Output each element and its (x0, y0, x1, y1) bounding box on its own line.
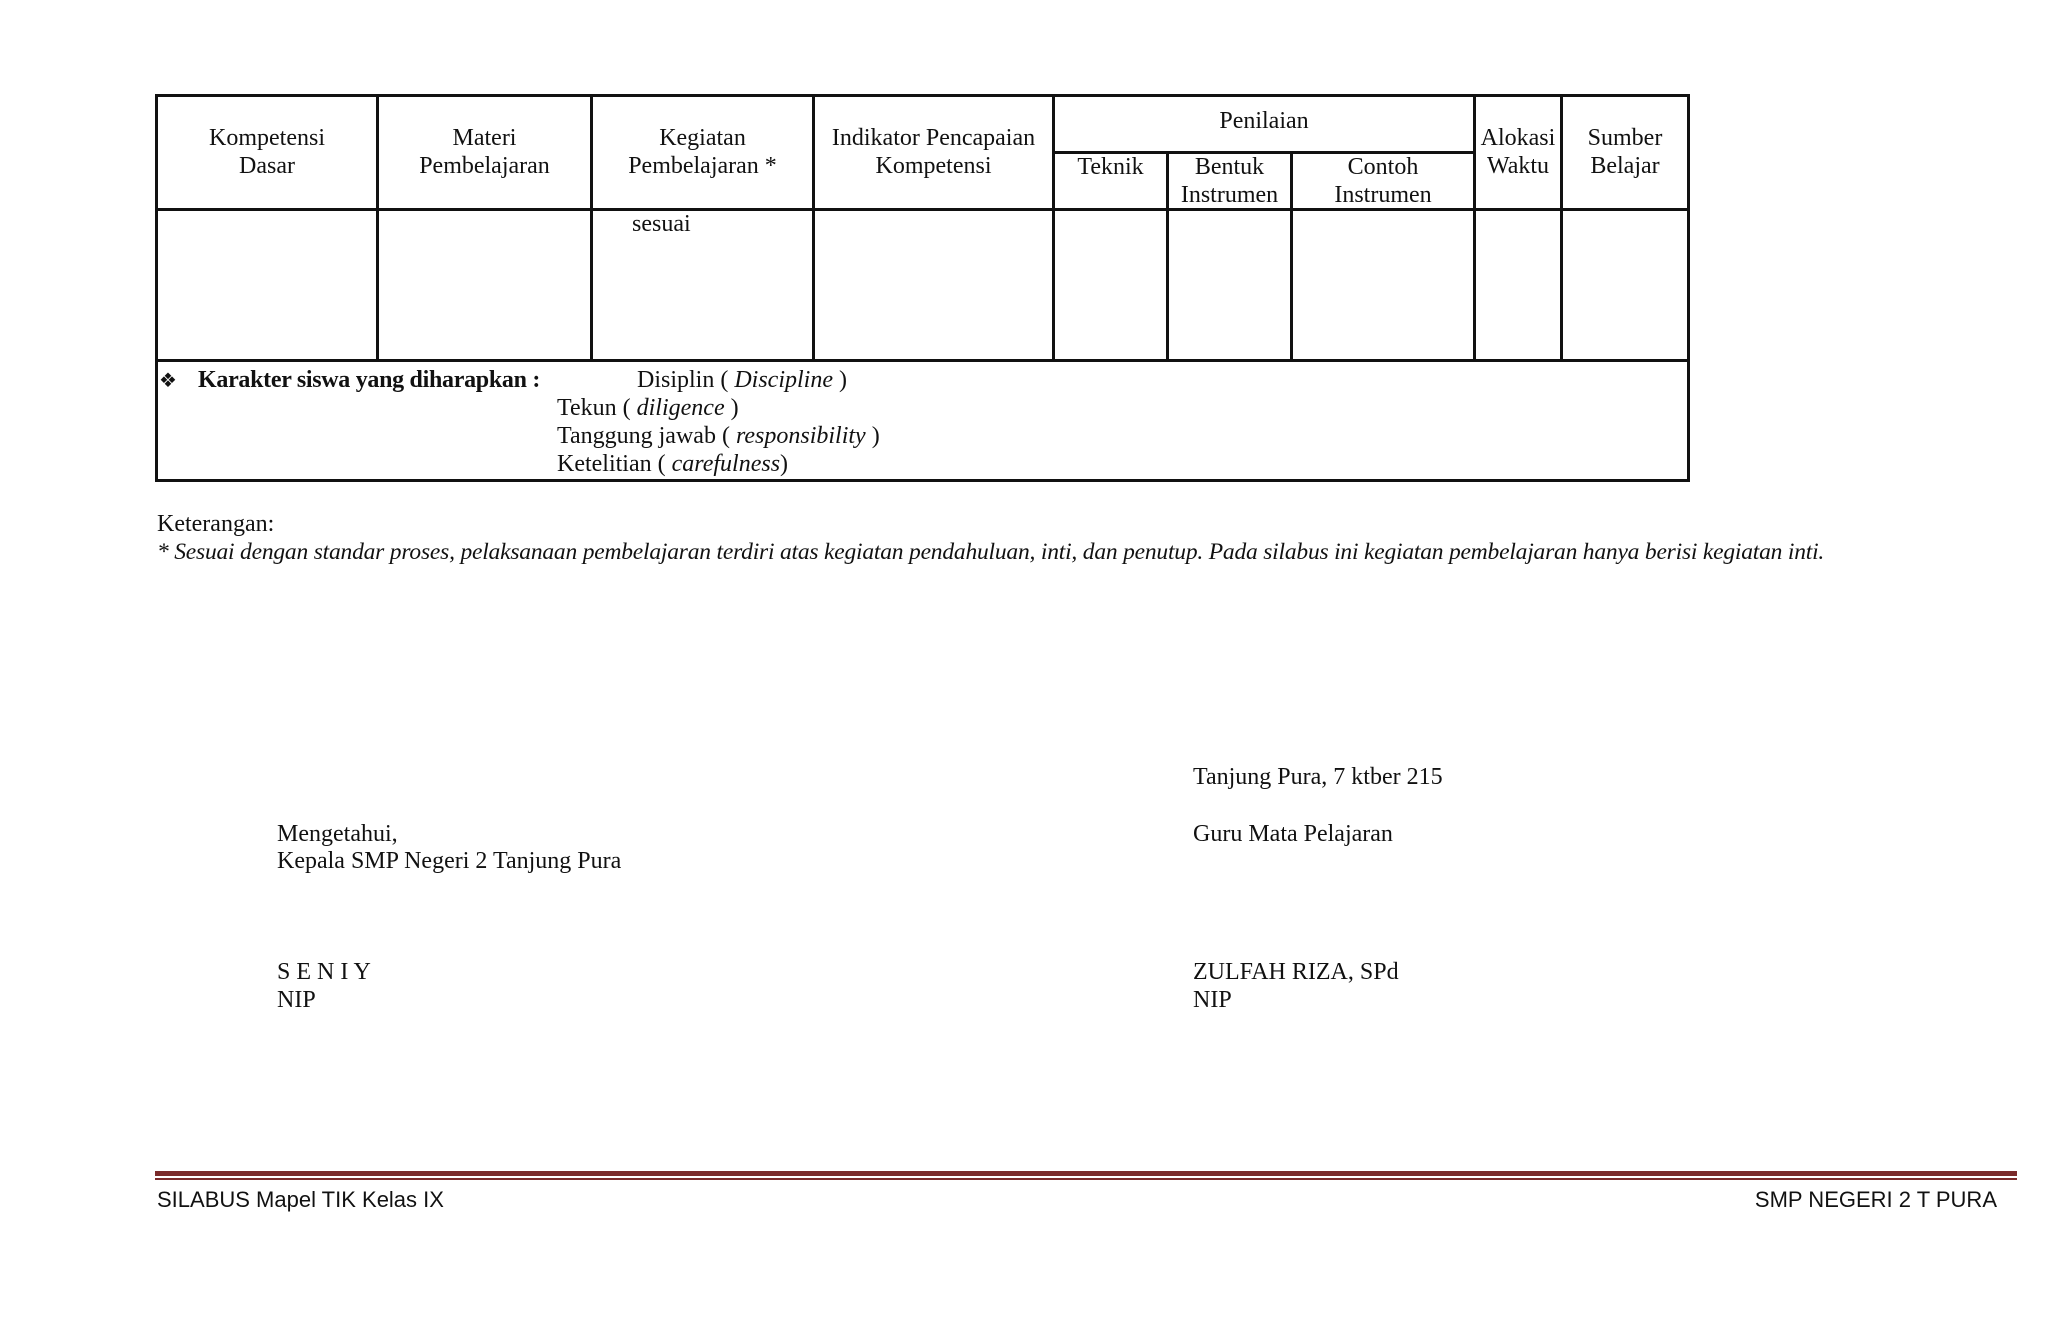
karakter-label: Karakter siswa yang diharapkan : (198, 367, 541, 393)
header-teknik: Teknik (1077, 154, 1144, 180)
keterangan-note: * Sesuai dengan standar proses, pelaksanaan pembelajaran terdiri atas kegiatan pendahuluan, inti, dan penutup. Pada silabus ini kegiatan pembelajaran hanya berisi kegiatan inti. (157, 539, 1825, 565)
signature-left-nip: NIP (277, 987, 316, 1013)
karakter-item-tekun: Tekun ( diligence ) (557, 395, 739, 421)
signature-right-name: ZULFAH RIZA, SPd (1193, 959, 1399, 985)
footer-right-text: SMP NEGERI 2 T PURA (1754, 1187, 1997, 1212)
header-kegiatan-pembelajaran: Kegiatan Pembelajaran * (628, 125, 777, 179)
signature-left-line1: Mengetahui, (277, 821, 398, 847)
header-sumber-belajar: Sumber Belajar (1587, 125, 1663, 179)
header-contoh-instrumen: Contoh Instrumen (1334, 154, 1432, 208)
footer-rule (155, 1171, 2017, 1176)
signature-right-nip: NIP (1193, 987, 1232, 1013)
header-kompetensi-dasar: Kompetensi Dasar (209, 125, 325, 179)
signature-right-place-date: Tanjung Pura, 7 ktber 215 (1193, 764, 1443, 790)
header-penilaian: Penilaian (1219, 108, 1309, 134)
header-bentuk-instrumen: Bentuk Instrumen (1180, 154, 1279, 208)
signature-left-name: S E N I Y (277, 959, 371, 985)
footer-rule-thin (155, 1178, 2017, 1180)
kegiatan-cell-text: sesuai (632, 211, 691, 237)
signature-left-line2: Kepala SMP Negeri 2 Tanjung Pura (277, 848, 622, 874)
body-bottom-border (155, 359, 1690, 362)
karakter-item-disiplin: Disiplin ( Discipline ) (637, 367, 847, 393)
karakter-item-ketelitian: Ketelitian ( carefulness) (557, 451, 789, 477)
header-alokasi-waktu: Alokasi Waktu (1480, 125, 1556, 179)
table-border-right (1687, 94, 1690, 482)
signature-right-role: Guru Mata Pelajaran (1193, 821, 1393, 847)
table-border-bottom (155, 479, 1690, 482)
table-border-top (155, 94, 1690, 97)
footer-left-text: SILABUS Mapel TIK Kelas IX (157, 1187, 444, 1212)
bullet-icon: ❖ (159, 368, 177, 392)
keterangan-label: Keterangan: (157, 511, 275, 537)
karakter-item-tanggung-jawab: Tanggung jawab ( responsibility ) (557, 423, 880, 449)
header-materi-pembelajaran: Materi Pembelajaran (419, 125, 550, 179)
header-indikator: Indikator Pencapaian Kompetensi (831, 125, 1036, 179)
